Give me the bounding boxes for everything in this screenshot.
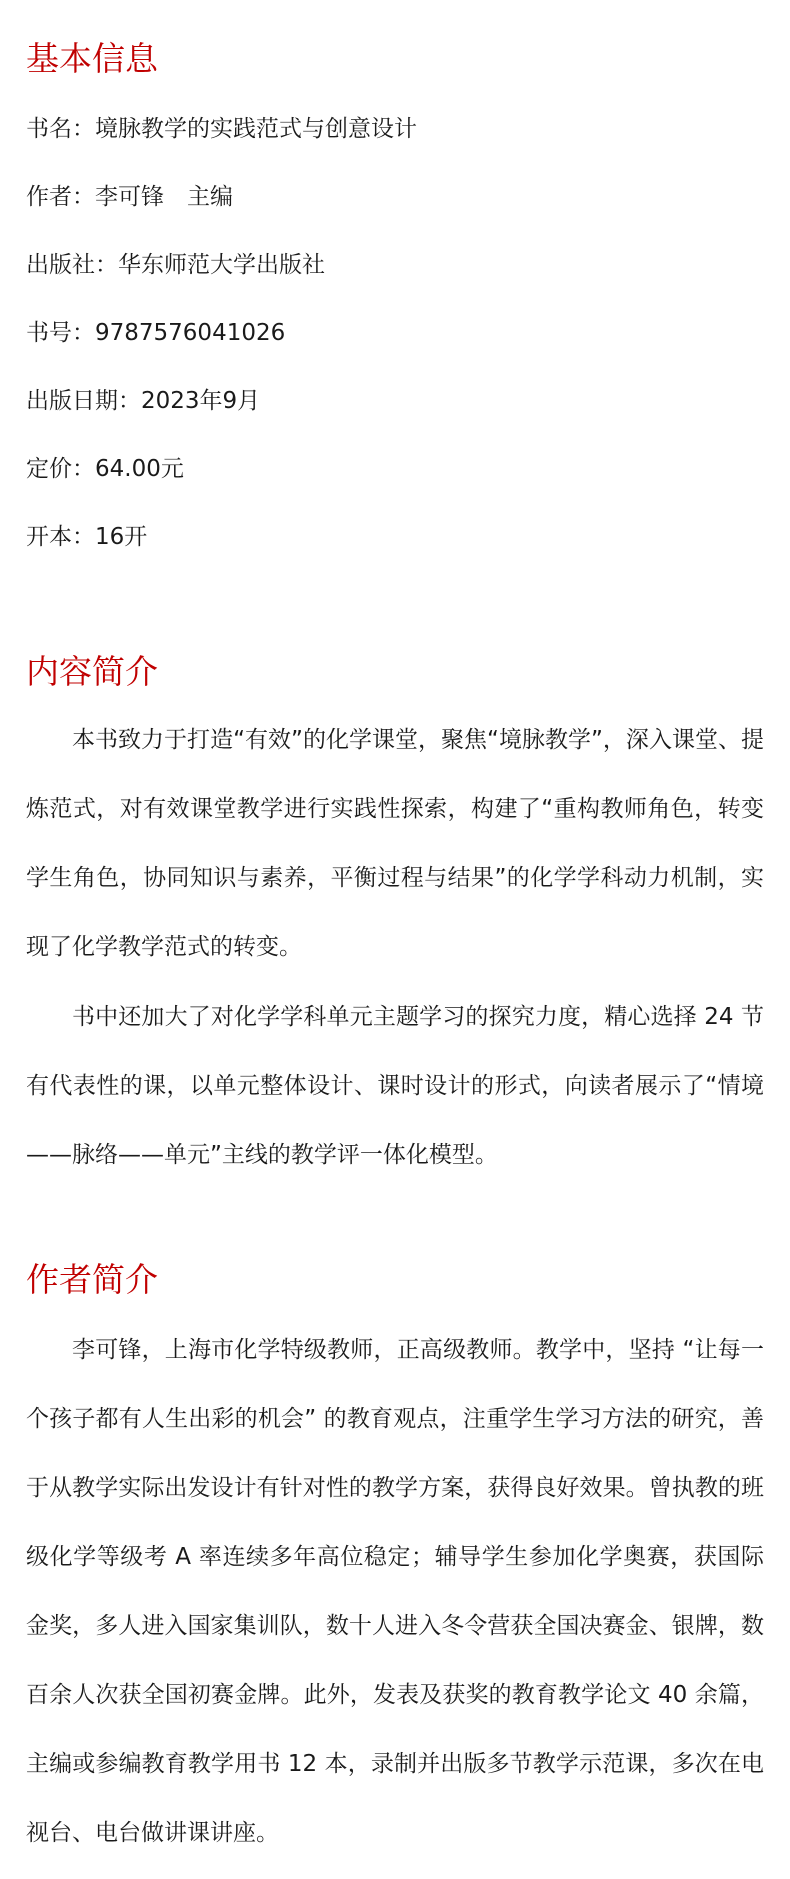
summary-paragraph-1: 本书致力于打造“有效”的化学课堂，聚焦“境脉教学”，深入课堂、提炼范式，对有效课堂教学进行实践性探索，构建了“重构教师角色，转变学生角色，协同知识与素养，平衡过程与结果”的化学学科动力机制，实现了化学教学范式的转变。 <box>26 727 764 960</box>
summary-heading: 内容简介 <box>26 652 158 691</box>
author-bio-paragraph: 李可锋，上海市化学特级教师，正高级教师。教学中，坚持 “让每一个孩子都有人生出彩的机会” 的教育观点，注重学生学习方法的研究，善于从教学实际出发设计有针对性的教学方案，获得良好效果。曾执教的班级化学等级考 A 率连续多年高位稳定；辅导学生参加化学奥赛，获国际金奖，多人进入国家集训队，数十人进入冬令营获全国决赛金、银牌，数百余人次获全国初赛金牌。此外，发表及获奖的教育教学论文 40 余篇，主编或参编教育教学用书 12 本，录制并出版多节教学示范课，多次在电视台、电台做讲课讲座。 <box>26 1337 764 1846</box>
book-title: 书名：境脉教学的实践范式与创意设计 <box>26 116 417 142</box>
basic-info-heading: 基本信息 <box>26 39 158 78</box>
author-bio-heading: 作者简介 <box>26 1260 158 1299</box>
book-publisher: 出版社：华东师范大学出版社 <box>26 252 325 278</box>
book-format: 开本：16开 <box>26 524 148 550</box>
book-isbn: 书号：9787576041026 <box>26 320 286 346</box>
book-price: 定价：64.00元 <box>26 456 184 482</box>
book-author: 作者：李可锋 主编 <box>26 184 233 210</box>
summary-paragraph-2: 书中还加大了对化学学科单元主题学习的探究力度，精心选择 24 节有代表性的课，以单元整体设计、课时设计的形式，向读者展示了“情境——脉络——单元”主线的教学评一体化模型。 <box>26 1004 764 1168</box>
book-pub-date: 出版日期：2023年9月 <box>26 388 261 414</box>
